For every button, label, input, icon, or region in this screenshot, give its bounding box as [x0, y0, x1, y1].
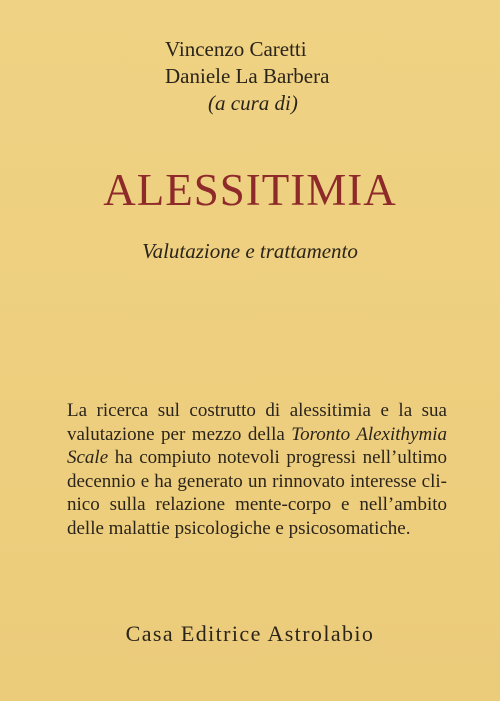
blurb-italic-text: Toronto Alexithymia [291, 423, 447, 445]
editor-name: Daniele La Barbera [165, 64, 330, 88]
book-subtitle: Valutazione e trattamento [142, 239, 358, 263]
curator-note: (a cura di) [208, 91, 298, 115]
editor-name: Vincenzo Caretti [165, 37, 307, 61]
blurb-line: delle malattie psicologiche e psicosomatiche. [67, 517, 411, 539]
blurb-text: valutazione per mezzo della [67, 423, 292, 445]
blurb-line [67, 446, 447, 470]
blurb-line [67, 423, 447, 447]
blurb-line: decennio e ha generato un rinnovato interesse cli- [67, 470, 447, 492]
blurb-line: La ricerca sul costrutto di alessitimia e la sua [67, 400, 447, 421]
publisher-name: Casa Editrice Astrolabio [125, 621, 375, 646]
editors-block [165, 36, 365, 117]
blurb-text: ha compiuto notevoli progressi nell’ultimo [108, 447, 447, 468]
book-title: ALESSITIMIA [103, 165, 397, 215]
back-blurb [67, 399, 447, 540]
blurb-line: nico sulla relazione mente-corpo e nell’ambito [67, 494, 447, 515]
blurb-italic-text: Scale [67, 447, 109, 468]
